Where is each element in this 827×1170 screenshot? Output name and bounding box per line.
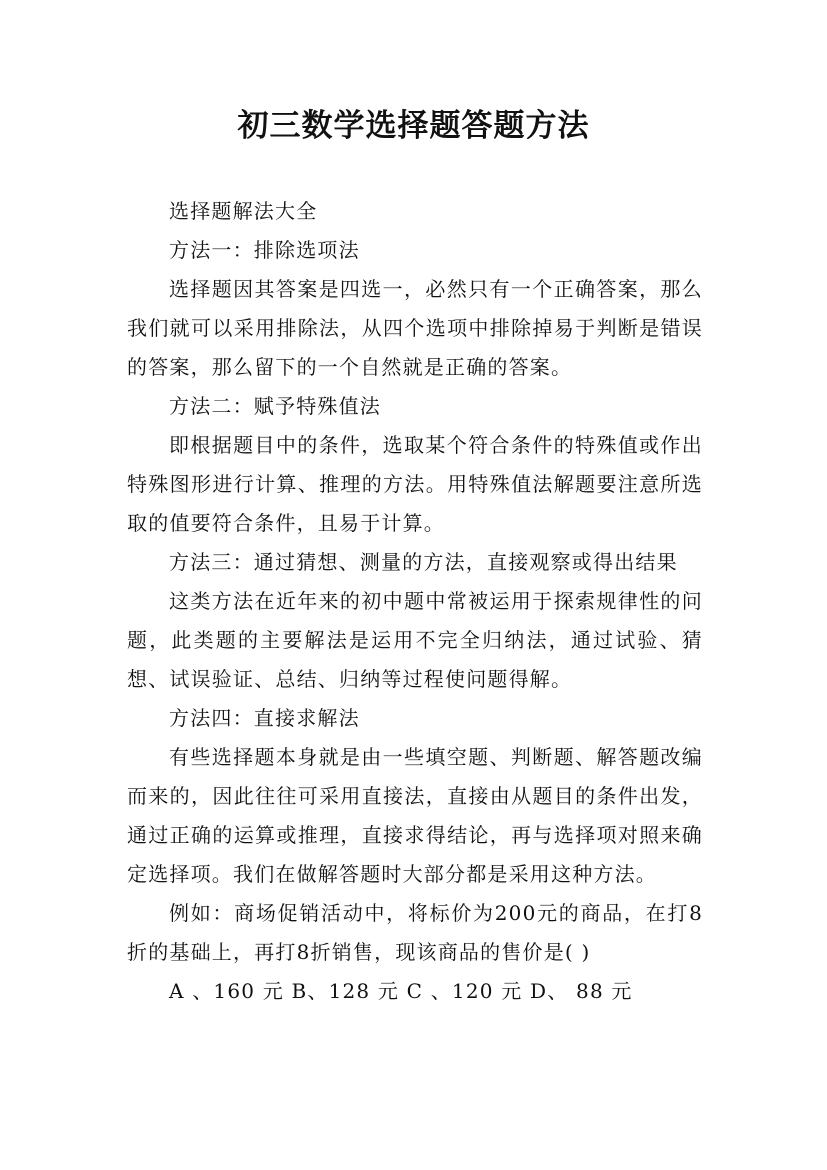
method1-heading: 方法一：排除选项法 — [169, 238, 360, 262]
method1-paragraph: 选择题因其答案是四选一，必然只有一个正确答案，那么我们就可以采用排除法，从四个选项中排除掉易于判断是错误的答案，那么留下的一个自然就是正确的答案。 — [127, 277, 703, 379]
document-body — [127, 192, 703, 1011]
method2-paragraph: 即根据题目中的条件，选取某个符合条件的特殊值或作出特殊图形进行计算、推理的方法。用特殊值法解题要注意所选取的值要符合条件，且易于计算。 — [127, 433, 703, 535]
method3-heading: 方法三：通过猜想、测量的方法，直接观察或得出结果 — [169, 550, 678, 574]
example-options: A 、160 元 B、128 元 C 、120 元 D、 88 元 — [169, 979, 633, 1003]
document-title: 初三数学选择题答题方法 — [237, 108, 590, 144]
example-paragraph: 例如：商场促销活动中，将标价为200元的商品，在打8折的基础上，再打8折销售，现该商品的售价是( ) — [127, 901, 703, 964]
method3-paragraph: 这类方法在近年来的初中题中常被运用于探索规律性的问题，此类题的主要解法是运用不完全归纳法，通过试验、猜想、试误验证、总结、归纳等过程使问题得解。 — [127, 589, 703, 691]
method2-heading: 方法二：赋予特殊值法 — [169, 394, 381, 418]
method4-heading: 方法四：直接求解法 — [169, 706, 360, 730]
method4-paragraph: 有些选择题本身就是由一些填空题、判断题、解答题改编而来的，因此往往可采用直接法，直接由从题目的条件出发，通过正确的运算或推理，直接求得结论，再与选择项对照来确定选择项。我们在做解答题时大部分都是采用这种方法。 — [127, 745, 703, 886]
section-title: 选择题解法大全 — [169, 199, 318, 223]
